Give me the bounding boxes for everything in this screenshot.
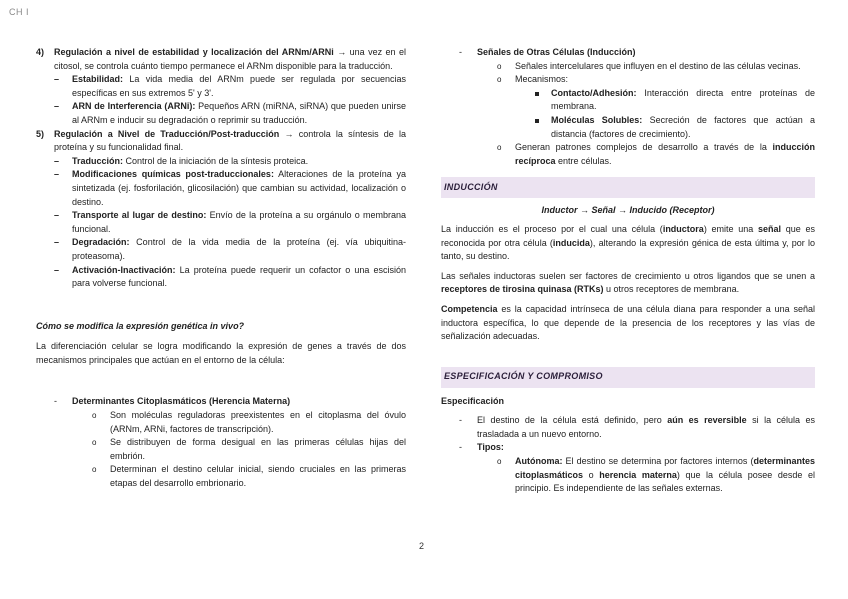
list-item-4 [36,46,406,73]
bullet-point: o Determinan el destino celular inicial, siendo cruciales en las primeras etapas del desarrollo embrionario. [92,464,406,489]
tipos-item: - Tipos: [459,442,504,453]
sub-item-label: Modificaciones químicas post-traduccionales: [72,169,274,180]
circle-bullet-icon: o [92,411,97,421]
sub-item: – Activación-Inactivación: La proteína puede requerir un cofactor o una escisión para volverse funcional. [54,264,406,289]
sub-item: – ARN de Interferencia (ARNi): Pequeños ARN (miRNA, siRNA) que pueden unirse al ARNm e inducir su degradación o reprimir su traducción. [54,101,407,125]
left-column [36,46,406,491]
bullet-point: o Son moléculas reguladoras preexistentes en el citoplasma del óvulo (ARNm, ARNi, factores de transcripción). [92,410,406,434]
item-number: 5) [36,128,45,139]
bullet-point: o Se distribuyen de forma desigual en las primeras células hijas del embrión. [92,437,406,461]
item-title: Regulación a Nivel de Traducción/Post-traducción → [54,128,294,139]
right-column [441,46,815,496]
induction-formula: Inductor → Señal → Inducido (Receptor) [541,205,715,216]
determinantes-item: - Determinantes Citoplasmáticos (Herencia Materna) [54,396,291,407]
sub-item-label: Activación-Inactivación: [72,264,176,275]
list-item-5 [36,128,406,155]
sub-item-label: Estabilidad: [72,74,124,85]
induction-paragraph-2: Las señales inductoras suelen ser factores de crecimiento u otros ligandos que se unen a receptores de tirosina quinasa (RTKs) u otros receptores de membrana. [441,270,815,295]
section-header-induccion [441,177,815,198]
sub-item-label: Transporte al lugar de destino: [72,210,207,221]
bullet-point: o Generan patrones complejos de desarrollo a través de la inducción recíproca entre células. [497,142,815,166]
sub-item-text: La vida media del ARNm puede ser regulada por secuencias específicas en sus extremos 5' y 3'. [72,74,406,98]
square-bullet-icon [535,119,539,123]
sub-item-label: Traducción: [72,155,124,166]
section-title: ESPECIFICACIÓN Y COMPROMISO [444,371,603,382]
sub-item-text: Pequeños ARN (miRNA, siRNA) que pueden unirse al ARNm e inducir su degradación o reprimir su traducción. [72,101,407,125]
sub-item: – Modificaciones químicas post-traduccionales: Alteraciones de la proteína ya sintetizada (ej. fosforilación, glicosilación) que cambian su actividad, localización o destino. [54,169,406,207]
circle-bullet-icon: o [497,457,502,467]
sub-item: – Transporte al lugar de destino: Envío de la proteína a su orgánulo o membrana funcional. [54,210,406,234]
sub-item: – Degradación: Control de la vida media de la proteína (ej. vía ubiquitina-proteasoma). [54,237,406,261]
bullet-point: o Mecanismos: [495,73,815,87]
especificacion-subtitle: Especificación [441,395,505,406]
item-title: Regulación a nivel de estabilidad y localización del ARNm/ARNi → [54,47,347,57]
circle-bullet-icon: o [497,75,502,85]
circle-bullet-icon: o [92,438,97,448]
intro-paragraph: La diferenciación celular se logra modificando la expresión de genes a través de dos mecanismos principales que actúan en el entorno de la célula: [36,341,406,365]
section-title: INDUCCIÓN [444,182,498,193]
senales-item: - Señales de Otras Células (Inducción) [459,47,636,57]
circle-bullet-icon: o [497,143,502,153]
sub-item: – Estabilidad: La vida media del ARNm puede ser regulada por secuencias específicas en sus extremos 5' y 3'. [54,74,406,98]
sub-item-text: Control de la vida media de la proteína (ej. vía ubiquitina-proteasoma). [72,237,406,261]
determinantes-title: Determinantes Citoplasmáticos (Herencia Materna) [72,396,291,407]
item-text: una vez en el citosol, se controla cuánto tiempo permanece el ARNm disponible para la traducción. [54,47,407,71]
bullet-point: o Señales intercelulares que influyen en el destino de las células vecinas. [495,60,815,74]
square-bullet-point: Moléculas Solubles: Secreción de factores que actúan a distancia (factores de crecimiento). [533,114,815,141]
especificacion-item: - El destino de la célula está definido, pero aún es reversible si la célula es trasladada a un nuevo entorno. [459,415,815,439]
square-bullet-icon [535,92,539,96]
circle-bullet-icon: o [497,61,502,71]
header-tag: CH I [9,7,29,17]
section-header-especificacion [441,367,815,388]
circle-bullet-icon: o [92,465,97,475]
sub-item-label: Degradación: [72,237,130,248]
question-heading: Cómo se modifica la expresión genética in vivo? [36,320,245,331]
sub-item: – Traducción: Control de la iniciación de la síntesis proteica. [54,155,309,166]
sub-item-text: Control de la iniciación de la síntesis proteica. [123,155,309,166]
bullet-point: o Autónoma: El destino se determina por factores internos (determinantes citoplasmáticos o herencia materna) que la célula posee desde el principio. Es independiente de las señales externas. [497,456,815,494]
sub-item-text: La proteína puede requerir un cofactor o una escisión para volverse funcional. [72,264,406,289]
item-number: 4) [36,47,45,57]
sub-item-text: Alteraciones de la proteína ya sintetizada (ej. fosforilación, glicosilación) que cambian su actividad, localización o destino. [72,169,406,207]
sub-item-text: Envío de la proteína a su orgánulo o membrana funcional. [72,210,406,234]
sub-item-label: ARN de Interferencia (ARNi): [72,101,196,112]
senales-title: Señales de Otras Células (Inducción) [477,47,636,57]
competencia-paragraph: Competencia es la capacidad intrínseca de una célula diana para responder a una señal inductora específica, lo que depende de la presencia de los receptores y las vías de señalización adecuadas. [441,303,815,342]
page-number: 2 [419,541,425,551]
induction-paragraph-1: La inducción es el proceso por el cual una célula (inductora) emite una señal que es reconocida por otra célula (inducida), alterando la expresión génica de esta última y, por lo tanto, su destino. [441,223,815,262]
square-bullet-point: Contacto/Adhesión: Interacción directa entre proteínas de membrana. [533,87,815,114]
item-text: controla la síntesis de la proteína y su funcionalidad final. [54,128,406,153]
